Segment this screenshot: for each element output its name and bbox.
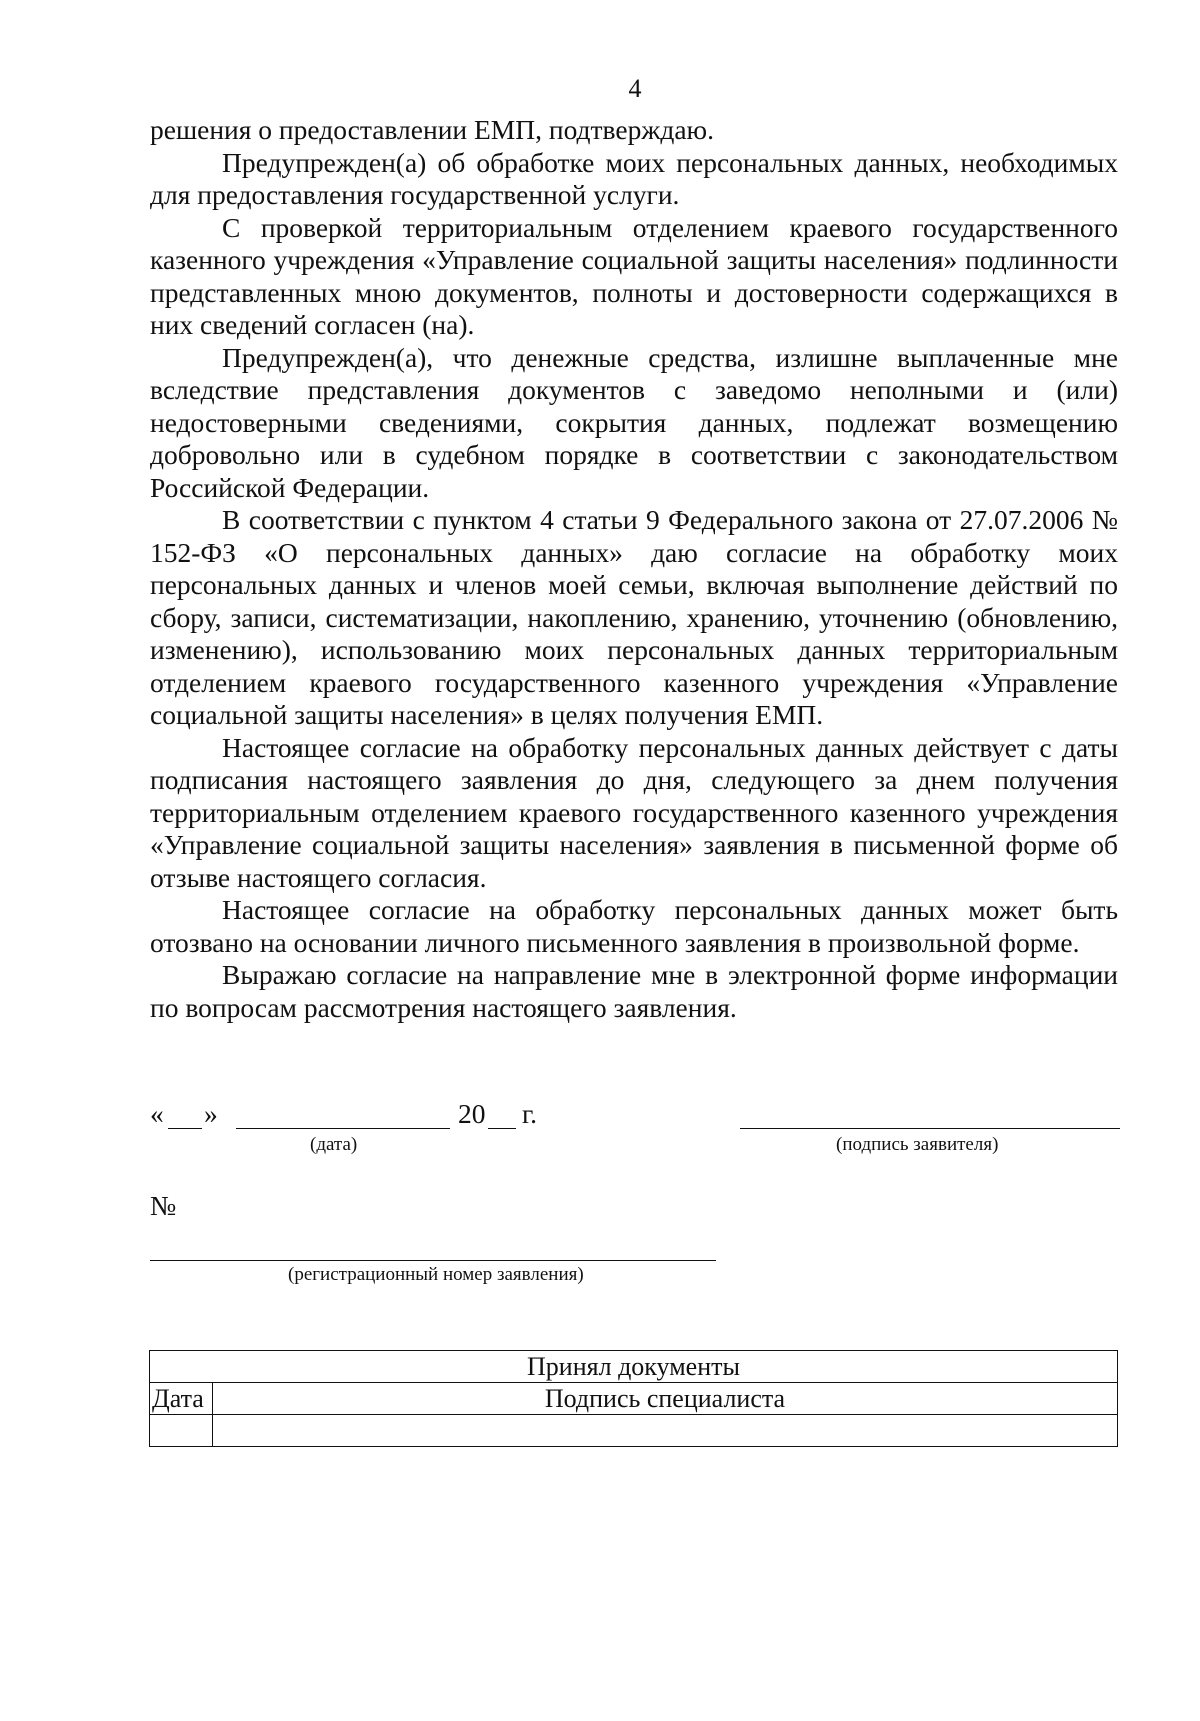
paragraph-refund-warning: Предупрежден(а), что денежные средства, излишне выплаченные мне вследствие представления документов с заведомо неполными и (или) недостоверными сведениями, сокрытия данных, подлежат возмещению добровольно или в судебном порядке в соответствии с законодательством Российской Федерации. xyxy=(150,341,1118,503)
header-date: Дата xyxy=(150,1383,213,1415)
documents-accepted-table xyxy=(149,1350,1118,1447)
header-specialist-signature: Подпись специалиста xyxy=(213,1383,1118,1415)
paragraph-warning-personal-data: Предупрежден(а) об обработке моих персональных данных, необходимых для предоставления государственной услуги. xyxy=(150,146,1118,210)
date-quote-close: » xyxy=(204,1098,218,1129)
paragraph-continuation: решения о предоставлении ЕМП, подтверждаю. xyxy=(150,114,714,145)
signature-caption: (подпись заявителя) xyxy=(836,1134,999,1155)
registration-number-block xyxy=(150,1190,750,1290)
paragraph-consent-validity: Настоящее согласие на обработку персональных данных действует с даты подписания настоящего заявления до дня, следующего за днем получения территориальным отделением краевого государственного казенного учреждения «Управление социальной защиты населения» заявления в письменной форме об отзыве настоящего согласия. xyxy=(150,731,1118,893)
date-caption: (дата) xyxy=(310,1134,358,1155)
paragraph-personal-data-consent: В соответствии с пунктом 4 статьи 9 Федерального закона от 27.07.2006 № 152-ФЗ «О персональных данных» даю согласие на обработку моих персональных данных и членов моей семьи, включая выполнение действий по сбору, записи, систематизации, накоплению, хранению, уточнению (обновлению, изменению), использованию моих персональных данных территориальным отделением краевого государственного казенного учреждения «Управление социальной защиты населения» в целях получения ЕМП. xyxy=(150,504,1118,730)
paragraph-consent-revocation: Настоящее согласие на обработку персональных данных может быть отозвано на основании личного письменного заявления в произвольной форме. xyxy=(150,894,1118,958)
cell-signature-empty[interactable] xyxy=(213,1415,1118,1447)
cell-date-empty[interactable] xyxy=(150,1415,213,1447)
page-number: 4 xyxy=(628,74,642,103)
number-sign: № xyxy=(150,1190,177,1221)
registration-caption: (регистрационный номер заявления) xyxy=(288,1264,584,1285)
registration-number-field[interactable] xyxy=(150,1260,716,1261)
date-year-field[interactable] xyxy=(488,1128,516,1129)
table-title-row xyxy=(150,1351,1118,1383)
table-title: Принял документы xyxy=(150,1351,1118,1383)
paragraph-verification-consent: С проверкой территориальным отделением краевого государственного казенного учреждения «Управление социальной защиты населения» подлинности представленных мною документов, полноты и достоверности содержащихся в них сведений согласен (на). xyxy=(150,211,1118,340)
document-body xyxy=(150,114,1118,1024)
date-day-field[interactable] xyxy=(168,1128,202,1129)
table-row xyxy=(150,1415,1118,1447)
date-year-prefix: 20 xyxy=(458,1098,486,1129)
date-month-field[interactable] xyxy=(236,1128,450,1129)
applicant-signature-field[interactable] xyxy=(740,1128,1120,1129)
date-year-suffix: г. xyxy=(522,1098,538,1129)
signature-row xyxy=(150,1098,1118,1168)
table-header-row xyxy=(150,1383,1118,1415)
paragraph-electronic-info-consent: Выражаю согласие на направление мне в электронной форме информации по вопросам рассмотрения настоящего заявления. xyxy=(150,959,1118,1023)
date-quote-open: « xyxy=(150,1098,164,1129)
